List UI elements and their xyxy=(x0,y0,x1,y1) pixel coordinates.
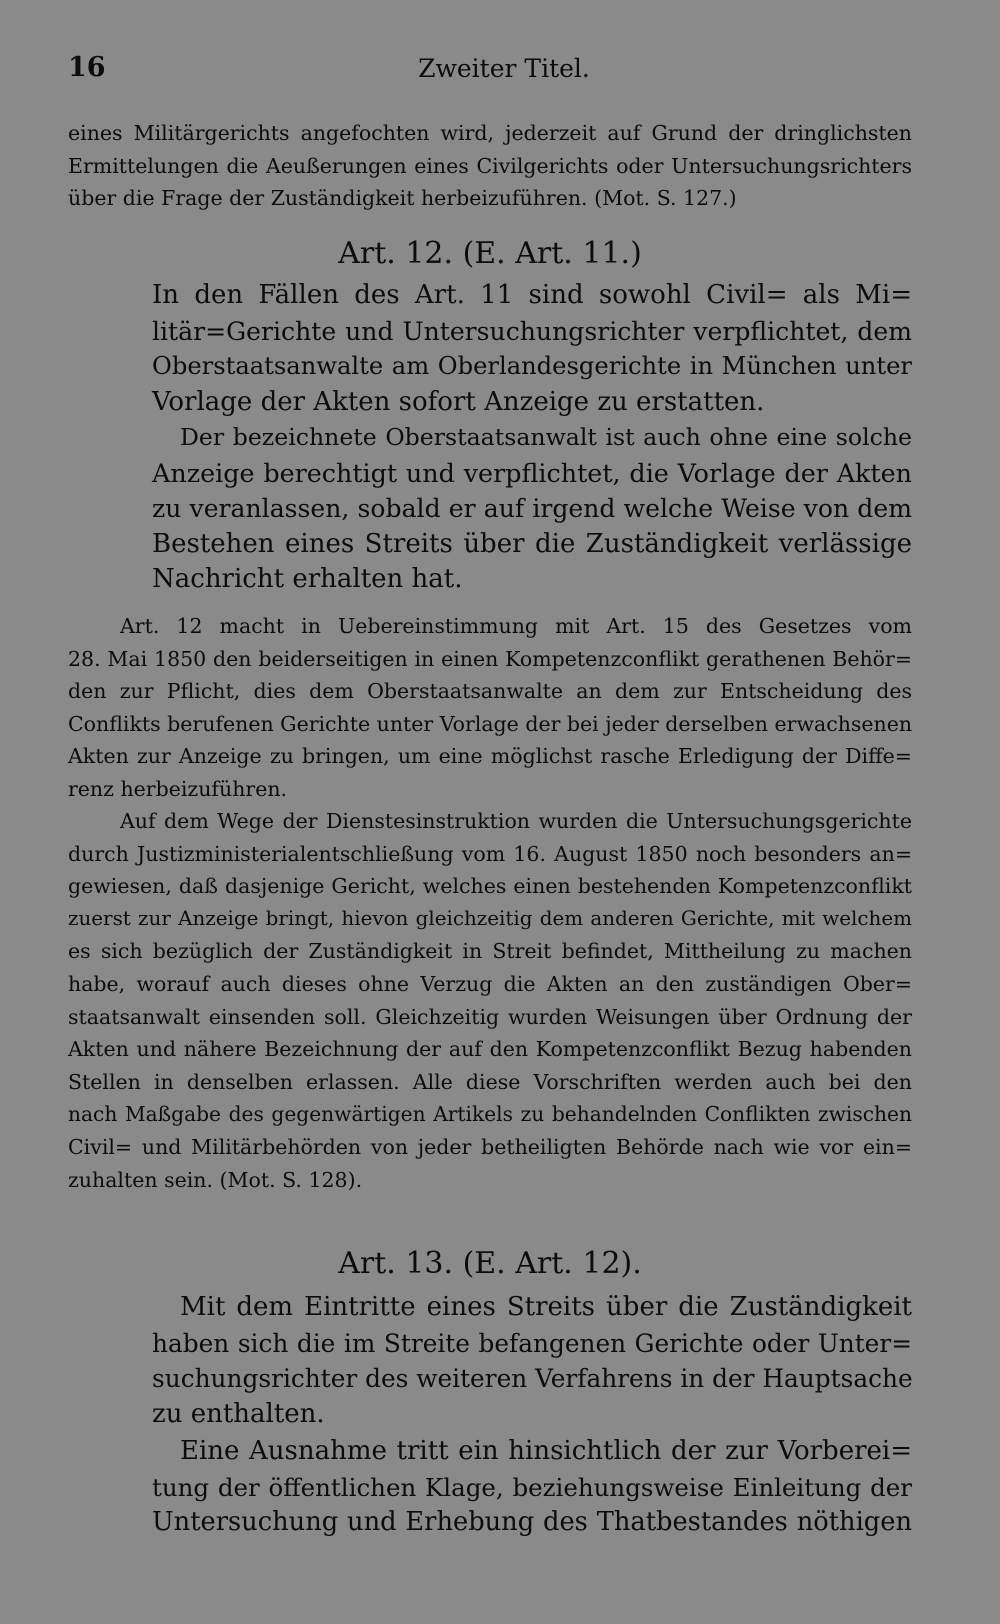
art13-paragraph-1 xyxy=(68,1290,912,1432)
text-line: zuhalten sein. (Mot. S. 128). xyxy=(68,1167,363,1192)
page-header xyxy=(68,52,940,92)
text-line: eines Militärgerichts angefochten wird, jederzeit auf Grund der dringlichsten xyxy=(68,121,912,145)
text-line: renz herbeizuführen. xyxy=(68,776,288,801)
text-line: Ermittelungen die Aeußerungen eines Civilgerichts oder Untersuchungsrichters xyxy=(68,153,912,178)
text-line: über die Frage der Zuständigkeit herbeizuführen. (Mot. S. 127.) xyxy=(68,186,737,211)
text-line: Akten zur Anzeige zu bringen, um eine möglichst rasche Erledigung der Diffe= xyxy=(68,744,912,769)
text-line: Stellen in denselben erlassen. Alle diese Vorschriften werden auch bei den xyxy=(68,1069,912,1094)
text-line: Eine Ausnahme tritt ein hinsichtlich der zur Vorberei= xyxy=(180,1436,912,1466)
text-line: Bestehen eines Streits über die Zuständigkeit verlässige xyxy=(152,528,912,559)
text-line: tung der öffentlichen Klage, beziehungsweise Einleitung der xyxy=(152,1472,912,1502)
text-line: 28. Mai 1850 den beiderseitigen in einen Kompetenzconflikt gerathenen Behör= xyxy=(68,646,912,671)
art13-paragraph-2 xyxy=(68,1434,912,1541)
text-line: gewiesen, daß dasjenige Gericht, welches einen bestehenden Kompetenzconflikt xyxy=(68,874,912,899)
text-line: Akten und nähere Bezeichnung der auf den Kompetenzconflikt Bezug habenden xyxy=(68,1037,912,1062)
art12-paragraph-2 xyxy=(68,420,912,598)
text-line: Art. 12 macht in Uebereinstimmung mit Art. 15 des Gesetzes vom xyxy=(120,614,912,638)
text-line: Oberstaatsanwalte am Oberlandesgerichte in München unter xyxy=(152,352,912,380)
text-line: durch Justizministerialentschließung vom 16. August 1850 noch besonders an= xyxy=(68,841,912,866)
text-line: Mit dem Eintritte eines Streits über die Zuständigkeit xyxy=(180,1292,912,1322)
text-line: In den Fällen des Art. 11 sind sowohl Civil= als Mi= xyxy=(152,280,912,310)
text-line: staatsanwalt einsenden soll. Gleichzeitig wurden Weisungen über Ordnung der xyxy=(68,1004,912,1029)
running-title: Zweiter Titel. xyxy=(418,54,590,83)
text-line: habe, worauf auch dieses ohne Verzug die Akten an den zuständigen Ober= xyxy=(68,971,912,996)
art12-heading: Art. 12. (E. Art. 11.) xyxy=(338,236,642,271)
text-line: Conflikts berufenen Gerichte unter Vorlage der bei jeder derselben erwachsenen xyxy=(68,711,913,736)
text-line: litär=Gerichte und Untersuchungsrichter verpflichtet, dem xyxy=(152,316,912,346)
intro-paragraph xyxy=(68,117,912,215)
art13-heading: Art. 13. (E. Art. 12). xyxy=(338,1246,642,1281)
text-line: Civil= und Militärbehörden von jeder betheiligten Behörde nach wie vor ein= xyxy=(68,1134,912,1159)
art13-heading-wrap xyxy=(68,1246,912,1286)
page-number: 16 xyxy=(68,52,106,83)
text-line: zuerst zur Anzeige bringt, hievon gleichzeitig dem anderen Gerichte, mit welchem xyxy=(68,906,912,930)
text-line: zu veranlassen, sobald er auf irgend welche Weise von dem xyxy=(152,494,912,523)
text-line: nach Maßgabe des gegenwärtigen Artikels zu behandelnden Conflikten zwischen xyxy=(68,1102,912,1127)
text-line: Untersuchung und Erhebung des Thatbestandes nöthigen xyxy=(152,1507,912,1537)
text-line: Auf dem Wege der Dienstesinstruktion wurden die Untersuchungsgerichte xyxy=(120,809,912,833)
text-line: den zur Pflicht, dies dem Oberstaatsanwalte an dem zur Entscheidung des xyxy=(68,679,912,704)
text-line: Anzeige berechtigt und verpflichtet, die Vorlage der Akten xyxy=(152,457,912,488)
text-line: suchungsrichter des weiteren Verfahrens in der Hauptsache xyxy=(152,1364,913,1393)
text-line: Vorlage der Akten sofort Anzeige zu erstatten. xyxy=(152,386,765,417)
art12-commentary-2 xyxy=(68,805,912,1196)
art12-commentary-1 xyxy=(68,610,912,806)
text-line: Der bezeichnete Oberstaatsanwalt ist auch ohne eine solche xyxy=(180,423,912,451)
text-line: Nachricht erhalten hat. xyxy=(152,564,463,594)
text-line: haben sich die im Streite befangenen Gerichte oder Unter= xyxy=(152,1328,912,1358)
art12-heading-wrap xyxy=(68,236,912,276)
text-line: es sich bezüglich der Zuständigkeit in Streit befindet, Mittheilung zu machen xyxy=(68,939,912,964)
text-line: zu enthalten. xyxy=(152,1398,325,1429)
art12-paragraph-1 xyxy=(68,278,912,420)
